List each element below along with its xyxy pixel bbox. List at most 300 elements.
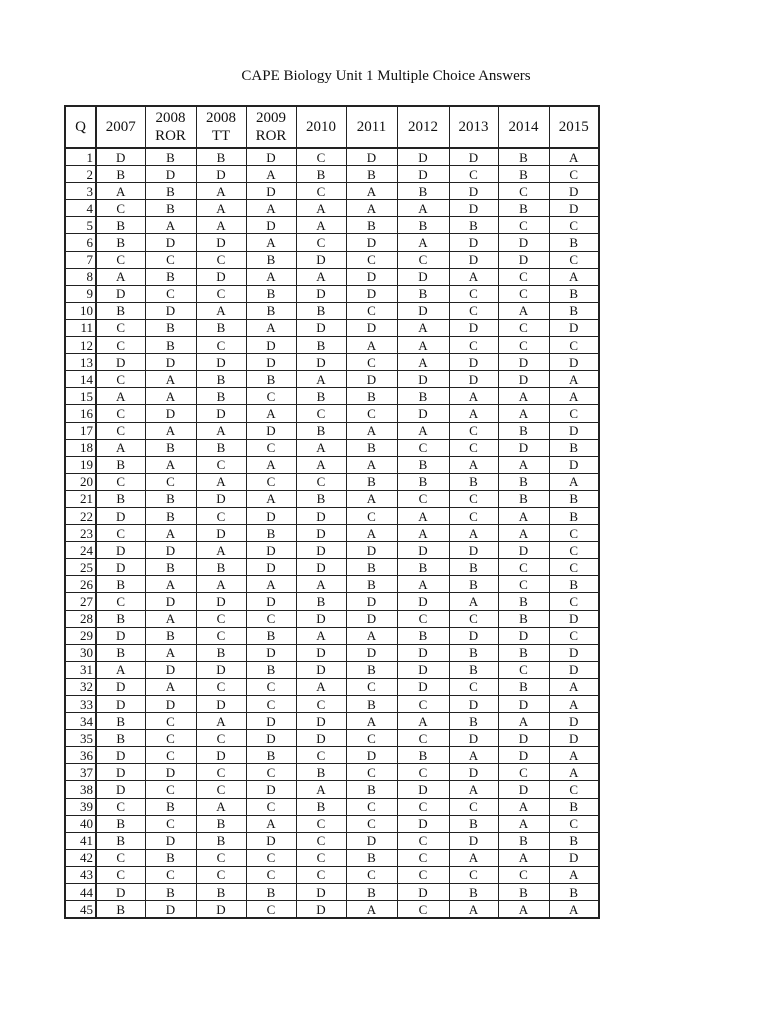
- answer-cell: B: [96, 832, 145, 849]
- answer-cell: B: [397, 627, 449, 644]
- answer-cell: C: [196, 610, 246, 627]
- answer-cell: C: [196, 251, 246, 268]
- answer-cell: B: [397, 559, 449, 576]
- answer-cell: D: [498, 747, 549, 764]
- answer-cell: C: [498, 866, 549, 883]
- answer-cell: D: [498, 371, 549, 388]
- answer-cell: D: [549, 354, 599, 371]
- answer-cell: A: [246, 200, 296, 217]
- table-row: [65, 542, 599, 559]
- column-header: [196, 106, 246, 148]
- answer-cell: D: [196, 354, 246, 371]
- answer-cell: D: [246, 832, 296, 849]
- answer-cell: A: [498, 798, 549, 815]
- answer-cell: A: [296, 576, 346, 593]
- answer-cell: D: [145, 405, 196, 422]
- answer-cell: D: [549, 422, 599, 439]
- answer-cell: C: [246, 678, 296, 695]
- answer-cell: A: [498, 507, 549, 524]
- question-number: 25: [65, 559, 96, 576]
- question-number: 24: [65, 542, 96, 559]
- answer-cell: A: [196, 576, 246, 593]
- answer-cell: B: [145, 337, 196, 354]
- answer-cell: C: [246, 439, 296, 456]
- answer-cell: D: [246, 559, 296, 576]
- answer-cell: B: [397, 473, 449, 490]
- table-row: [65, 285, 599, 302]
- answer-cell: B: [549, 576, 599, 593]
- answer-cell: B: [196, 832, 246, 849]
- answer-cell: D: [346, 747, 397, 764]
- question-number: 10: [65, 302, 96, 319]
- answer-cell: D: [346, 832, 397, 849]
- answer-cell: C: [246, 764, 296, 781]
- answer-cell: D: [96, 285, 145, 302]
- answer-cell: D: [296, 559, 346, 576]
- table-row: [65, 678, 599, 695]
- answer-cell: D: [246, 593, 296, 610]
- question-number: 27: [65, 593, 96, 610]
- answer-cell: A: [246, 490, 296, 507]
- answer-cell: D: [246, 781, 296, 798]
- answer-cell: D: [196, 593, 246, 610]
- answer-cell: D: [96, 542, 145, 559]
- answer-cell: C: [296, 849, 346, 866]
- question-number: 21: [65, 490, 96, 507]
- answer-cell: C: [196, 781, 246, 798]
- answer-cell: B: [549, 832, 599, 849]
- answer-cell: B: [145, 507, 196, 524]
- answer-cell: B: [397, 285, 449, 302]
- answer-cell: B: [296, 388, 346, 405]
- answer-cell: C: [346, 678, 397, 695]
- answer-cell: C: [96, 405, 145, 422]
- answer-cell: A: [196, 473, 246, 490]
- answer-cell: D: [196, 747, 246, 764]
- answer-cell: B: [498, 200, 549, 217]
- answer-cell: B: [145, 627, 196, 644]
- answer-cell: B: [346, 696, 397, 713]
- column-header: [449, 106, 498, 148]
- column-header: [549, 106, 599, 148]
- answer-cell: B: [346, 576, 397, 593]
- answer-cell: A: [145, 610, 196, 627]
- answer-cell: C: [246, 798, 296, 815]
- answer-cell: B: [96, 901, 145, 919]
- answer-cell: B: [145, 798, 196, 815]
- answer-cell: C: [246, 696, 296, 713]
- answer-cell: A: [346, 713, 397, 730]
- answer-cell: A: [196, 422, 246, 439]
- answer-cell: A: [549, 473, 599, 490]
- question-number: 6: [65, 234, 96, 251]
- answer-cell: D: [96, 781, 145, 798]
- column-header-line2: ROR: [155, 128, 186, 144]
- answer-cell: A: [296, 678, 346, 695]
- answer-cell: D: [96, 747, 145, 764]
- table-row: [65, 644, 599, 661]
- answer-cell: D: [296, 644, 346, 661]
- answer-cell: D: [145, 542, 196, 559]
- column-header: [346, 106, 397, 148]
- answer-cell: B: [498, 610, 549, 627]
- answer-cell: B: [397, 747, 449, 764]
- table-row: [65, 884, 599, 901]
- answer-cell: C: [96, 593, 145, 610]
- answer-cell: C: [296, 696, 346, 713]
- answer-cell: D: [296, 661, 346, 678]
- answer-cell: A: [196, 183, 246, 200]
- answer-cell: A: [449, 268, 498, 285]
- table-row: [65, 525, 599, 542]
- answer-cell: A: [296, 439, 346, 456]
- answer-cell: B: [498, 422, 549, 439]
- answer-cell: D: [145, 302, 196, 319]
- question-number: 20: [65, 473, 96, 490]
- answer-cell: B: [96, 815, 145, 832]
- answer-cell: D: [346, 268, 397, 285]
- answer-cell: C: [296, 183, 346, 200]
- answer-cell: A: [145, 456, 196, 473]
- answer-cell: A: [549, 866, 599, 883]
- question-number: 32: [65, 678, 96, 695]
- answer-table: [64, 105, 600, 919]
- answer-cell: D: [498, 781, 549, 798]
- answer-cell: D: [397, 815, 449, 832]
- answer-cell: D: [549, 661, 599, 678]
- answer-cell: C: [296, 473, 346, 490]
- answer-cell: A: [246, 456, 296, 473]
- answer-cell: A: [498, 405, 549, 422]
- answer-cell: C: [196, 764, 246, 781]
- answer-cell: A: [246, 405, 296, 422]
- answer-cell: C: [145, 473, 196, 490]
- answer-cell: A: [498, 849, 549, 866]
- answer-cell: C: [449, 439, 498, 456]
- answer-cell: B: [549, 507, 599, 524]
- answer-cell: A: [498, 901, 549, 919]
- answer-cell: A: [346, 627, 397, 644]
- answer-cell: D: [246, 730, 296, 747]
- answer-cell: C: [549, 559, 599, 576]
- question-number: 35: [65, 730, 96, 747]
- answer-cell: D: [397, 268, 449, 285]
- answer-cell: A: [296, 627, 346, 644]
- column-header-line1: 2009: [256, 110, 286, 126]
- answer-cell: B: [549, 798, 599, 815]
- answer-cell: D: [397, 593, 449, 610]
- column-header-line2: TT: [211, 128, 231, 144]
- answer-cell: D: [449, 764, 498, 781]
- answer-cell: D: [498, 730, 549, 747]
- question-number: 18: [65, 439, 96, 456]
- answer-cell: C: [498, 268, 549, 285]
- column-header: [96, 106, 145, 148]
- answer-cell: C: [397, 439, 449, 456]
- answer-cell: C: [449, 285, 498, 302]
- answer-cell: A: [449, 781, 498, 798]
- answer-cell: D: [346, 371, 397, 388]
- answer-cell: C: [145, 713, 196, 730]
- answer-cell: D: [549, 183, 599, 200]
- answer-cell: A: [246, 268, 296, 285]
- table-row: [65, 456, 599, 473]
- table-row: [65, 610, 599, 627]
- question-number: 12: [65, 337, 96, 354]
- answer-cell: C: [196, 678, 246, 695]
- question-number: 26: [65, 576, 96, 593]
- column-header-line1: 2013: [458, 119, 489, 135]
- answer-cell: A: [296, 781, 346, 798]
- answer-cell: A: [397, 234, 449, 251]
- answer-cell: D: [296, 525, 346, 542]
- answer-cell: C: [346, 507, 397, 524]
- answer-cell: D: [397, 678, 449, 695]
- answer-cell: B: [145, 439, 196, 456]
- answer-cell: C: [397, 610, 449, 627]
- answer-cell: D: [196, 234, 246, 251]
- answer-cell: B: [96, 217, 145, 234]
- answer-cell: D: [397, 884, 449, 901]
- answer-cell: C: [246, 901, 296, 919]
- table-row: [65, 388, 599, 405]
- answer-cell: B: [449, 217, 498, 234]
- question-number: 28: [65, 610, 96, 627]
- table-row: [65, 764, 599, 781]
- answer-cell: A: [498, 456, 549, 473]
- answer-cell: C: [96, 200, 145, 217]
- answer-cell: C: [96, 525, 145, 542]
- answer-cell: A: [196, 798, 246, 815]
- question-number: 8: [65, 268, 96, 285]
- answer-cell: D: [145, 832, 196, 849]
- answer-cell: C: [397, 251, 449, 268]
- question-number: 9: [65, 285, 96, 302]
- question-number: 42: [65, 849, 96, 866]
- answer-cell: C: [449, 422, 498, 439]
- answer-cell: D: [346, 593, 397, 610]
- answer-cell: A: [346, 525, 397, 542]
- answer-cell: C: [346, 866, 397, 883]
- answer-cell: D: [549, 713, 599, 730]
- answer-cell: A: [296, 456, 346, 473]
- answer-cell: C: [397, 730, 449, 747]
- answer-cell: C: [498, 319, 549, 336]
- answer-cell: D: [145, 696, 196, 713]
- column-header-line1: 2012: [408, 119, 438, 135]
- answer-cell: D: [498, 439, 549, 456]
- question-number: 4: [65, 200, 96, 217]
- table-row: [65, 302, 599, 319]
- answer-cell: B: [498, 166, 549, 183]
- answer-cell: D: [549, 644, 599, 661]
- answer-cell: B: [449, 644, 498, 661]
- answer-cell: D: [296, 354, 346, 371]
- answer-cell: C: [498, 764, 549, 781]
- answer-cell: B: [246, 884, 296, 901]
- answer-cell: C: [449, 507, 498, 524]
- table-row: [65, 148, 599, 166]
- answer-cell: D: [397, 371, 449, 388]
- answer-cell: A: [196, 200, 246, 217]
- answer-cell: D: [96, 696, 145, 713]
- answer-cell: A: [397, 200, 449, 217]
- answer-cell: D: [449, 542, 498, 559]
- answer-cell: B: [196, 388, 246, 405]
- answer-cell: C: [96, 251, 145, 268]
- answer-cell: D: [296, 285, 346, 302]
- answer-cell: D: [397, 781, 449, 798]
- question-number: 29: [65, 627, 96, 644]
- answer-cell: C: [449, 678, 498, 695]
- answer-cell: D: [346, 644, 397, 661]
- answer-cell: B: [346, 439, 397, 456]
- answer-cell: C: [449, 610, 498, 627]
- answer-cell: B: [449, 473, 498, 490]
- answer-cell: B: [246, 661, 296, 678]
- answer-cell: D: [549, 200, 599, 217]
- answer-cell: C: [96, 319, 145, 336]
- answer-cell: B: [549, 439, 599, 456]
- answer-cell: C: [145, 285, 196, 302]
- answer-cell: A: [346, 490, 397, 507]
- answer-cell: A: [397, 525, 449, 542]
- question-number: 19: [65, 456, 96, 473]
- table-row: [65, 337, 599, 354]
- answer-cell: A: [549, 371, 599, 388]
- table-row: [65, 815, 599, 832]
- column-header: [145, 106, 196, 148]
- answer-cell: C: [397, 849, 449, 866]
- answer-cell: B: [346, 849, 397, 866]
- column-header-line2: ROR: [255, 128, 287, 144]
- answer-cell: A: [196, 217, 246, 234]
- answer-cell: B: [397, 388, 449, 405]
- answer-cell: D: [449, 251, 498, 268]
- answer-cell: D: [296, 319, 346, 336]
- answer-cell: C: [549, 593, 599, 610]
- answer-cell: D: [96, 627, 145, 644]
- answer-cell: B: [346, 884, 397, 901]
- question-number: 2: [65, 166, 96, 183]
- answer-cell: B: [96, 456, 145, 473]
- answer-cell: A: [549, 901, 599, 919]
- answer-cell: B: [549, 490, 599, 507]
- table-row: [65, 166, 599, 183]
- answer-cell: C: [549, 337, 599, 354]
- answer-cell: B: [449, 559, 498, 576]
- answer-cell: C: [449, 798, 498, 815]
- answer-cell: C: [346, 354, 397, 371]
- answer-cell: D: [96, 678, 145, 695]
- answer-cell: A: [549, 388, 599, 405]
- answer-cell: D: [196, 268, 246, 285]
- answer-cell: D: [449, 696, 498, 713]
- answer-cell: A: [96, 661, 145, 678]
- answer-cell: C: [96, 337, 145, 354]
- answer-cell: B: [96, 302, 145, 319]
- document-title: CAPE Biology Unit 1 Multiple Choice Answers: [241, 68, 531, 84]
- table-row: [65, 713, 599, 730]
- answer-cell: C: [96, 849, 145, 866]
- answer-cell: C: [96, 473, 145, 490]
- question-number: 34: [65, 713, 96, 730]
- question-number: 33: [65, 696, 96, 713]
- answer-cell: C: [296, 234, 346, 251]
- answer-cell: A: [196, 713, 246, 730]
- question-number: 41: [65, 832, 96, 849]
- answer-cell: D: [498, 234, 549, 251]
- answer-cell: D: [246, 644, 296, 661]
- answer-cell: C: [549, 542, 599, 559]
- answer-cell: B: [498, 148, 549, 166]
- answer-cell: C: [498, 661, 549, 678]
- answer-cell: A: [498, 388, 549, 405]
- answer-cell: B: [246, 285, 296, 302]
- answer-cell: A: [549, 148, 599, 166]
- answer-cell: D: [246, 183, 296, 200]
- answer-cell: A: [397, 354, 449, 371]
- answer-cell: A: [246, 319, 296, 336]
- answer-cell: D: [449, 354, 498, 371]
- answer-cell: A: [449, 456, 498, 473]
- answer-cell: A: [346, 183, 397, 200]
- answer-cell: B: [96, 576, 145, 593]
- answer-cell: B: [296, 593, 346, 610]
- answer-cell: A: [397, 713, 449, 730]
- answer-cell: B: [449, 884, 498, 901]
- answer-cell: A: [549, 747, 599, 764]
- answer-cell: D: [498, 542, 549, 559]
- answer-cell: D: [196, 661, 246, 678]
- answer-cell: D: [397, 148, 449, 166]
- answer-cell: D: [246, 507, 296, 524]
- answer-cell: B: [145, 148, 196, 166]
- column-header-line1: 2008: [206, 110, 236, 126]
- answer-cell: A: [145, 422, 196, 439]
- answer-cell: A: [145, 644, 196, 661]
- answer-cell: D: [498, 251, 549, 268]
- answer-cell: D: [196, 901, 246, 919]
- table-row: [65, 559, 599, 576]
- answer-cell: C: [96, 371, 145, 388]
- answer-cell: D: [96, 884, 145, 901]
- answer-cell: B: [346, 781, 397, 798]
- table-row: [65, 319, 599, 336]
- answer-cell: C: [549, 251, 599, 268]
- answer-cell: B: [145, 183, 196, 200]
- answer-cell: D: [449, 730, 498, 747]
- answer-cell: B: [296, 302, 346, 319]
- answer-cell: D: [196, 696, 246, 713]
- answer-cell: D: [397, 166, 449, 183]
- answer-cell: A: [449, 901, 498, 919]
- answer-cell: A: [96, 268, 145, 285]
- answer-cell: D: [549, 849, 599, 866]
- answer-cell: D: [346, 148, 397, 166]
- question-number: 3: [65, 183, 96, 200]
- answer-cell: D: [145, 764, 196, 781]
- column-header: [296, 106, 346, 148]
- answer-cell: B: [196, 319, 246, 336]
- answer-cell: D: [96, 507, 145, 524]
- table-row: [65, 798, 599, 815]
- answer-cell: D: [145, 901, 196, 919]
- answer-cell: B: [296, 166, 346, 183]
- answer-cell: D: [145, 234, 196, 251]
- answer-cell: B: [498, 593, 549, 610]
- question-number: 45: [65, 901, 96, 919]
